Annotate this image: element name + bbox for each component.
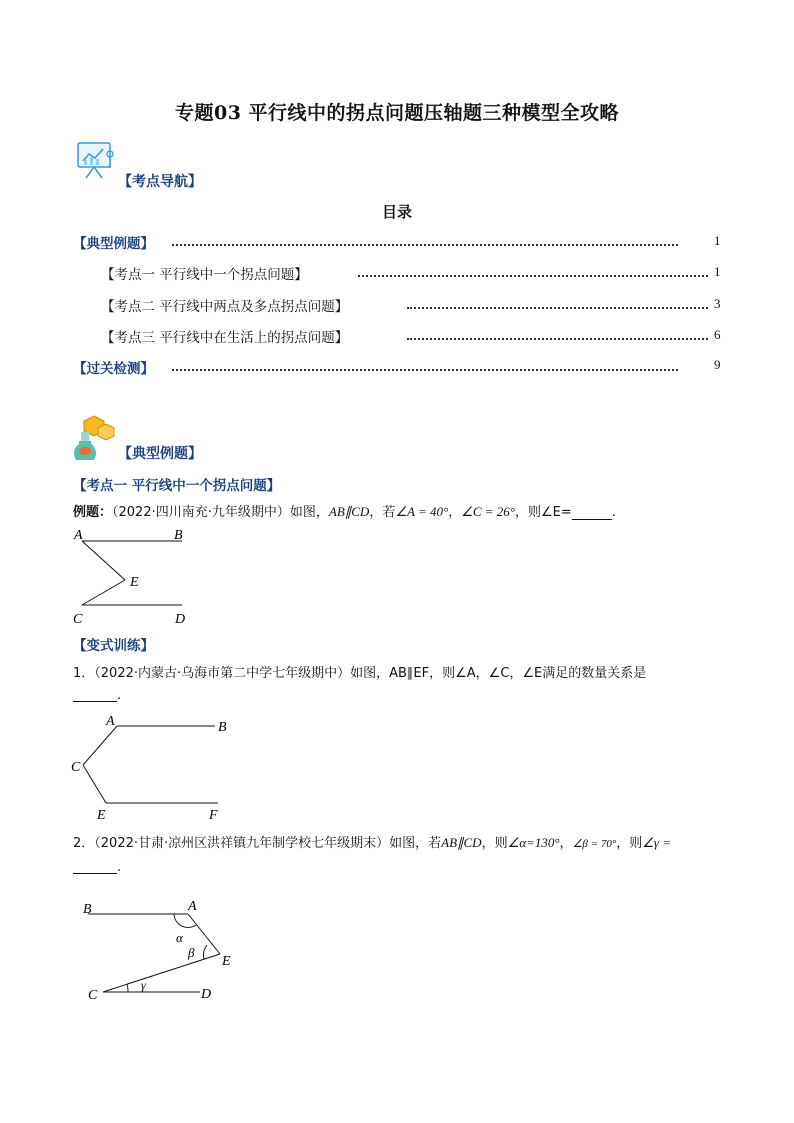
question-2-text: ，: [559, 836, 573, 851]
nav-heading: 【考点导航】: [118, 174, 202, 190]
toc-dots: [407, 307, 708, 309]
figure-3: [80, 895, 250, 1005]
kp1-heading: 【考点一 平行线中一个拐点问题】: [73, 478, 281, 494]
answer-blank[interactable]: [73, 873, 117, 874]
toc-title: 目录: [381, 203, 412, 221]
toc-page-number: 9: [714, 357, 721, 372]
fig2-label-e: E: [97, 808, 106, 823]
fig3-label-alpha: α: [176, 930, 183, 945]
toc-item-kp2[interactable]: 【考点二 平行线中两点及多点拐点问题】: [101, 299, 349, 315]
section-heading: 【典型例题】: [118, 446, 202, 462]
example-text: （2022·四川南充·九年级期中）如图，: [112, 505, 329, 520]
answer-blank[interactable]: [73, 701, 117, 702]
toc-page-number: 1: [714, 233, 721, 248]
fig2-label-c: C: [71, 760, 81, 775]
toc-dots: [358, 275, 708, 277]
fig1-label-c: C: [73, 612, 83, 627]
fig1-label-e: E: [130, 575, 139, 590]
question-2: [73, 832, 671, 851]
question-2-end: .: [117, 860, 122, 875]
toc-item-typical-examples[interactable]: 【典型例题】: [73, 236, 154, 252]
question-1: 1．（2022·内蒙古·乌海市第二中学七年级期中）如图，AB∥EF，则∠A，∠C，∠E满足的数量关系是: [73, 666, 647, 681]
fig3-label-gamma: γ: [141, 978, 146, 992]
toc-dots: [172, 244, 678, 246]
question-2-text: ，则: [616, 836, 643, 851]
fig3-label-beta: β: [188, 945, 195, 960]
toc-dots: [407, 338, 708, 340]
fig2-label-a: A: [106, 714, 115, 729]
question-2-condition: AB∥CD: [441, 835, 482, 850]
toc-page-number: 3: [714, 296, 721, 311]
question-2-text: 2．（2022·甘肃·凉州区洪祥镇九年制学校七年级期末）如图，若: [73, 836, 442, 851]
figure-1: [66, 522, 196, 628]
fig1-label-d: D: [175, 612, 186, 627]
example-text: ，: [448, 505, 462, 520]
fig3-label-c: C: [88, 988, 98, 1003]
question-2-condition: ∠γ =: [642, 835, 672, 850]
fig3-label-a: A: [188, 899, 197, 914]
example-lead: 例题：: [73, 505, 113, 520]
example-end: .: [611, 505, 616, 520]
toc-item-kp1[interactable]: 【考点一 平行线中一个拐点问题】: [101, 267, 308, 283]
example-condition: ∠A = 40°: [395, 504, 449, 519]
example-text: ，若: [369, 505, 396, 520]
toc-item-checkpoint[interactable]: 【过关检测】: [73, 361, 154, 377]
fig3-label-b: B: [83, 902, 92, 917]
answer-blank[interactable]: [572, 507, 612, 520]
question-2-condition: ∠α=130°: [507, 835, 560, 850]
figure-2: [66, 710, 236, 824]
toc-page-number: 6: [714, 327, 721, 342]
fig2-label-b: B: [218, 720, 227, 735]
fig1-label-b: B: [174, 528, 183, 543]
fig3-label-e: E: [222, 954, 231, 969]
toc-page-number: 1: [714, 264, 721, 279]
toc-item-kp3[interactable]: 【考点三 平行线中在生活上的拐点问题】: [101, 330, 349, 346]
fig2-label-f: F: [209, 808, 218, 823]
example-text: ，则∠E=: [515, 505, 572, 520]
fig3-label-d: D: [201, 987, 212, 1002]
example-question: [73, 501, 616, 520]
toc-dots: [172, 369, 678, 371]
fig1-label-a: A: [74, 528, 83, 543]
example-condition: ∠C = 26°: [461, 504, 515, 519]
presentation-board-icon: [74, 140, 118, 180]
question-2-text: ，则: [481, 836, 508, 851]
question-1-end: .: [117, 688, 122, 703]
question-2-condition: ∠β = 70°: [572, 838, 617, 850]
page-title: 专题03 平行线中的拐点问题压轴题三种模型全攻略: [174, 102, 620, 124]
flask-icon: [72, 414, 116, 460]
example-condition: AB∥CD: [328, 504, 370, 519]
variant-heading: 【变式训练】: [73, 638, 154, 654]
